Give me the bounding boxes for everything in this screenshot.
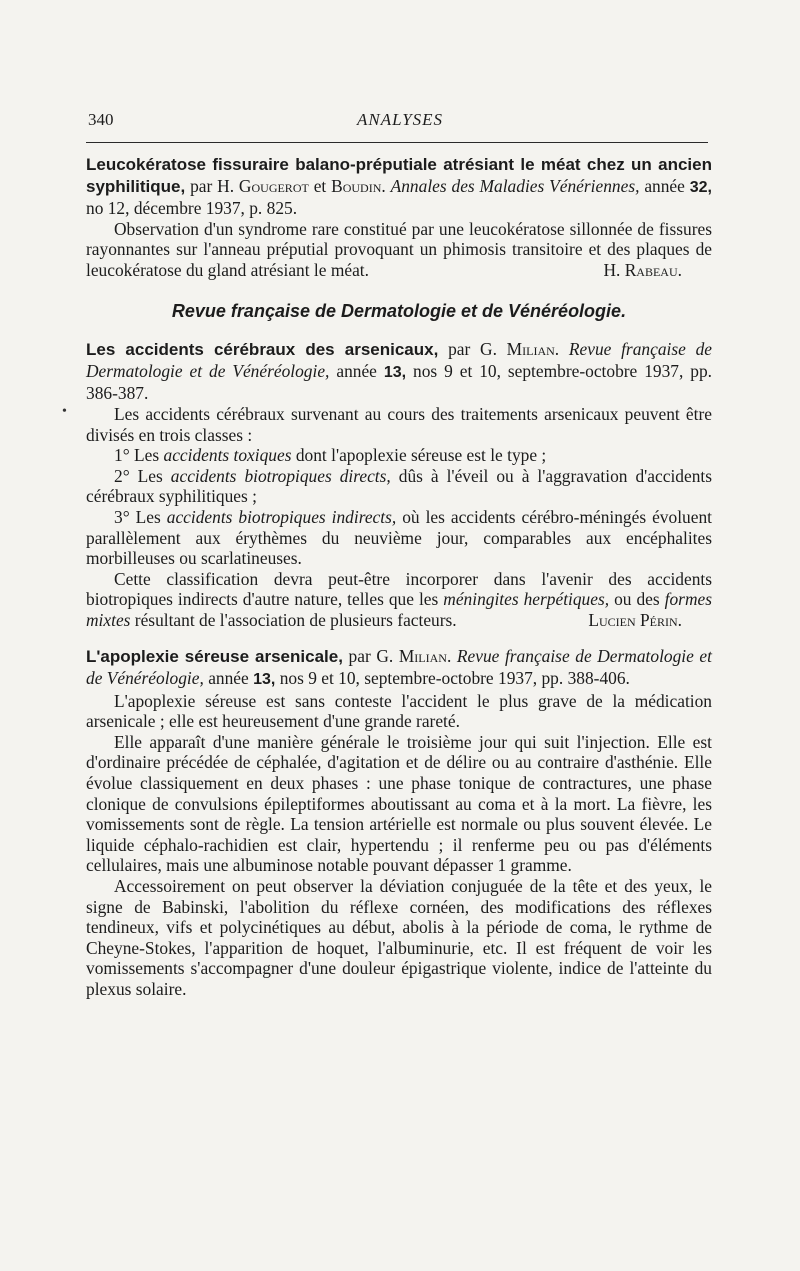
p2-italic-2: formes mixtes — [86, 589, 712, 630]
class-2-pre: Les — [137, 465, 163, 486]
class-3-number: 3° — [114, 506, 130, 527]
article-2-signature: Lucien Périn. — [588, 609, 682, 630]
section-title: Revue française de Dermatologie et de Vénéréologie. — [171, 300, 627, 321]
article-3-paragraph-2: Elle apparaît d'une manière générale le troisième jour qui suit l'injection. Elle est d'ordinaire précédée de céphalée, d'agitation et de délire ou au contraire d'asthénie. Elle évolue classiquement en deux phases : une phase tonique de contractures, une phase clonique de convulsions épileptiformes aboutissant au coma et à la mort. La fièvre, les vomissements sont de règle. La tension artérielle est normale ou plus souvent élevée. Le liquide céphalo-rachidien est clair, hypertendu ; il renferme peu ou pas d'éléments cellulaires, mais une albuminose notable pouvant dépasser 1 gramme. — [86, 731, 712, 876]
article-1-by: par H. — [190, 175, 235, 196]
article-3-year-word: année — [208, 668, 249, 689]
article-2-year: 13, — [383, 363, 407, 381]
article-2-heading — [86, 339, 712, 404]
class-1-number: 1° — [114, 445, 130, 466]
p2-post: résultant de l'association de plusieurs facteurs. — [134, 609, 457, 630]
class-1-post: dont l'apoplexie séreuse est le type ; — [295, 445, 547, 466]
article-1-author1: Gougerot — [238, 175, 309, 196]
spacer — [86, 630, 712, 646]
article-3-issue: nos 9 et 10, septembre-octobre 1937, pp. 388-406. — [279, 668, 630, 689]
class-3-post: où les accidents cérébro-méningés évoluent parallèlement aux érythèmes du neuvième jour, comparables aux encéphalites morbilleuses ou scarlatineuses. — [86, 506, 712, 569]
article-1-year: 32, — [689, 178, 712, 196]
article-2-by: par G. — [448, 339, 497, 360]
article-1-author2: Boudin. — [331, 175, 386, 196]
article-1-title: Leucokératose fissuraire balano-préputiale atrésiant le méat chez un ancien syphilitique, — [86, 155, 712, 196]
article-3-year: 13, — [253, 671, 276, 689]
article-2-issue: nos 9 et 10, septembre-octobre 1937, pp. 386-387. — [86, 360, 712, 404]
class-2-italic: accidents biotropiques directs, — [170, 465, 391, 486]
running-title: ANALYSES — [356, 110, 444, 129]
article-3-heading — [86, 646, 712, 690]
article-2-journal: Revue française de Dermatologie et de Vénéréologie, — [86, 339, 712, 381]
article-1-and: et — [313, 175, 327, 196]
article-2-year-word: année — [336, 360, 377, 381]
class-2-number: 2° — [114, 465, 130, 486]
p2-mid: ou des — [614, 589, 660, 610]
p2-italic-1: méningites herpétiques, — [443, 589, 610, 610]
article-1-heading — [86, 154, 712, 219]
class-1-pre: Les — [134, 445, 160, 466]
article-2-title: Les accidents cérébraux des arsenicaux, — [86, 340, 439, 360]
article-1-year-word: année — [644, 175, 685, 196]
running-header — [88, 110, 712, 136]
article-3-paragraph-3: Accessoirement on peut observer la déviation conjuguée de la tête et des yeux, le signe de Babinski, l'abolition du réflexe cornéen, des modifications des réflexes tendineux, vifs et polycinétiques au début, abolis à la période de coma, le rythme de Cheyne-Stokes, l'apparition de hoquet, l'albuminurie, etc. Il est fréquent de voir les vomissements s'accompagner d'une douleur épigastrique violente, indice de l'atteinte du plexus solaire. — [86, 876, 712, 999]
margin-mark: • — [62, 404, 67, 419]
article-3-author: Milian. — [398, 646, 452, 667]
article-2-intro: Les accidents cérébraux survenant au cours des traitements arsenicaux peuvent être divisés en trois classes : — [86, 403, 712, 445]
article-1-journal: Annales des Maladies Vénériennes, — [390, 175, 640, 196]
class-3-italic: accidents biotropiques indirects, — [166, 506, 397, 527]
article-2-author: Milian. — [506, 339, 560, 360]
class-1-italic: accidents toxiques — [163, 445, 292, 466]
page-body — [86, 154, 712, 1000]
page-number: 340 — [88, 110, 114, 129]
p2-pre: Cette classification devra peut-être incorporer dans l'avenir des accidents biotropiques indirects d'autre nature, telles que les — [86, 568, 712, 610]
article-3-journal: Revue française de Dermatologie et de Vénéréologie, — [86, 646, 712, 689]
class-3-pre: Les — [135, 506, 161, 527]
article-1-signature: H. Rabeau. — [603, 259, 682, 280]
article-1-issue: no 12, décembre 1937, p. 825. — [86, 198, 298, 219]
article-3-title: L'apoplexie séreuse arsenicale, — [86, 647, 343, 667]
class-2-post: dûs à l'éveil ou à l'aggravation d'accidents cérébraux syphilitiques ; — [86, 465, 712, 507]
article-1-paragraph: Observation d'un syndrome rare constitué par une leucokératose sillonnée de fissures rayonnantes sur l'anneau préputial provoquant un phimosis transitoire et des plaques de leucokératose du gland atrésiant le méat. — [86, 218, 712, 280]
article-2-class-2 — [86, 466, 712, 507]
article-3-paragraph-1: L'apoplexie séreuse est sans conteste l'accident le plus grave de la médication arsenicale ; elle est heureusement d'une grande rareté. — [86, 690, 712, 732]
header-rule — [86, 142, 708, 143]
article-3-by: par G. — [348, 646, 394, 667]
article-2-class-1 — [86, 445, 712, 466]
article-2-class-3 — [86, 507, 712, 569]
